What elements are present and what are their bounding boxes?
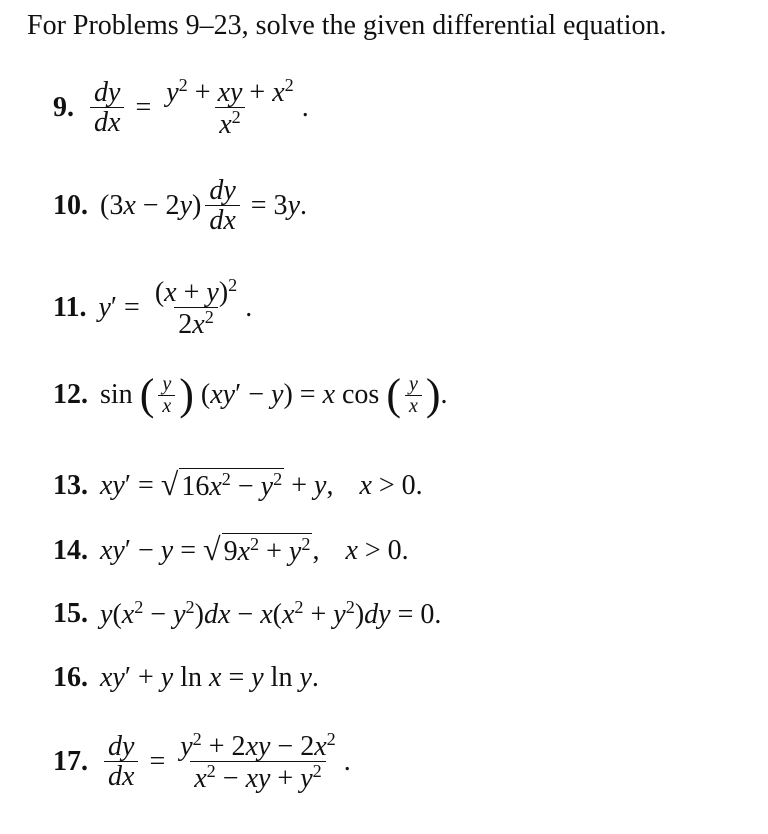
problem-number: 14. [53,534,88,566]
problem-number: 10. [53,189,88,221]
problem-number: 12. [53,379,88,410]
rhs-fraction: $\frac{y^2 + xy + x^2}{x^2}$ [166,75,294,141]
derivative-fraction: $\frac{dy}{dx}$ [104,732,138,792]
problem-11: 11. y′ = $\frac{(x + y)^2}{2x^2}$ . [53,275,253,341]
problem-number: 11. [53,291,87,323]
problem-number: 16. [53,662,88,693]
derivative-fraction: $\frac{dy}{dx}$ [90,78,124,138]
problem-14: 14. xy′ − y = √ $9x^2 + y^2$ , x > 0. [53,531,409,567]
problem-17: 17. $\frac{dy}{dx}$ = $\frac{y^2 + 2xy - 2x^2}{x^2 - xy + y^2}$ . [53,729,351,795]
rhs-fraction: $\frac{(x + y)^2}{2x^2}$ [154,275,238,341]
instructions: For Problems 9–23, solve the given differential equation. [27,10,667,41]
argument-fraction: $\frac{y}{x}$ [158,374,175,417]
square-root: √ $9x^2 + y^2$ [203,531,311,567]
problem-number: 13. [53,469,88,501]
rhs-fraction: $\frac{y^2 + 2xy - 2x^2}{x^2 - xy + y^2}$ [180,729,336,795]
problem-9: 9. $\frac{dy}{dx}$ = $\frac{y^2 + xy + x^2}{x^2}$ . [53,75,309,141]
problem-number: 15. [53,598,88,629]
problem-number: 17. [53,745,88,777]
problem-10: 10. (3x − 2y) $\frac{dy}{dx}$ = 3y. [53,175,307,237]
problem-number: 9. [53,91,74,123]
derivative-fraction: $\frac{dy}{dx}$ [205,176,239,236]
argument-fraction: $\frac{y}{x}$ [405,374,422,417]
problem-13: 13. xy′ = √ $16x^2 - y^2$ + y, x > 0. [53,466,423,502]
problem-16: 16. xy′ + y ln x = y ln y. [53,662,319,693]
square-root: √ $16x^2 - y^2$ [160,466,283,502]
problem-12: 12. sin ( $\frac{y}{x}$ ) (xy′ − y) = x cos ( $\frac{y}{x}$ ) . [53,370,448,419]
problem-15: 15. $y(x^2 - y^2)dx - x(x^2 + y^2)dy = 0$. [53,597,442,630]
